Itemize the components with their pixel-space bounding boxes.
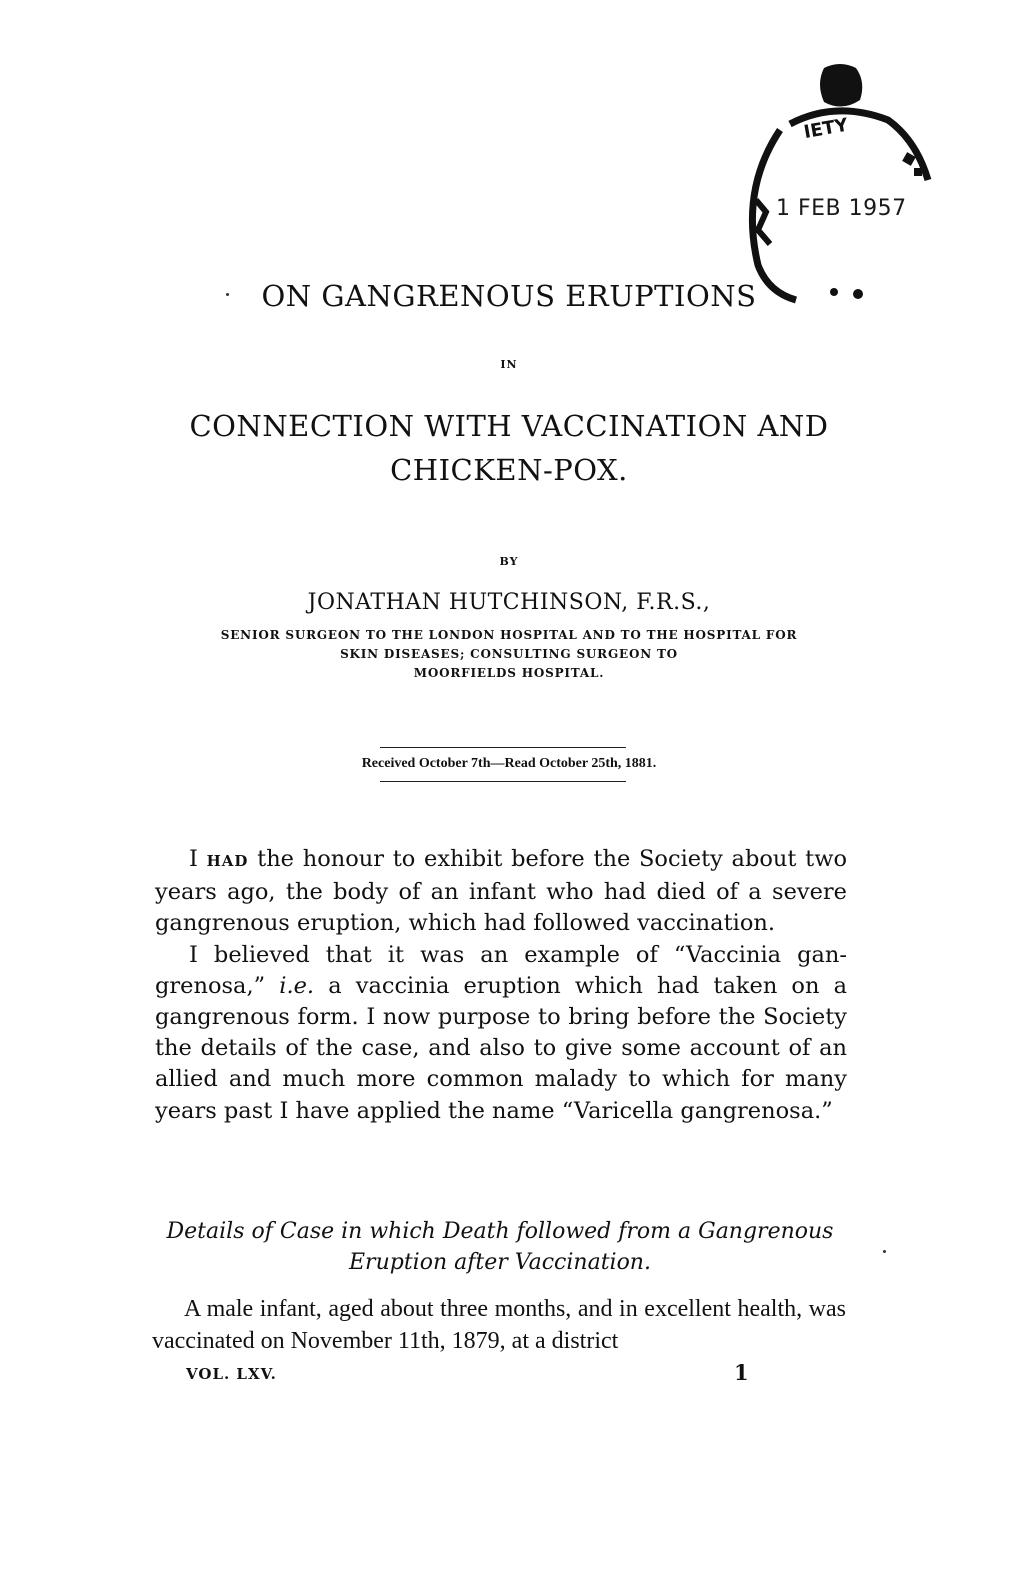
stamp-date: 1 FEB 1957 [776,196,907,221]
body-text [155,844,847,1127]
affiliation-line-1: SENIOR SURGEON TO THE LONDON HOSPITAL AND TO THE HOSPITAL FOR [220,628,798,642]
rule-top [380,747,626,748]
ie-abbrev: i.e. [279,972,315,999]
section-subheading [150,1216,850,1278]
paragraph-2-text-b: a vaccinia eruption which had taken on a gangrenous form. I now purpose to bring before the Society the details of the case, and also to give some account of an allied and much more common malady to which for many years past I have applied the name “Varicella gangrenosa.” [155,972,847,1124]
author-affiliation [160,626,858,683]
affiliation-line-3: MOORFIELDS HOSPITAL. [413,666,605,680]
paragraph-1-text: the honour to exhibit before the Society about two years ago, the body of an infant who had died of a severe gangrenous eruption, which had followed vaccination. [155,846,847,937]
title-in: IN [500,358,518,371]
title-line-1: ON GANGRENOUS ERUPTIONS [261,279,757,313]
title-lines-2-3 [120,404,898,492]
page-number: 1 [734,1360,749,1385]
rule-bottom [380,781,626,782]
subheading-line-2: Eruption after Vaccination. [349,1250,651,1275]
stamp-text-fragment: IETY [802,114,850,144]
received-date-line: Received October 7th—Read October 25th, 1881. [361,756,657,771]
paragraph-2 [155,940,847,1127]
paragraph-3: A male infant, aged about three months, and in excellent health, was vaccinated on November 11th, 1879, at a district [152,1296,846,1354]
affiliation-line-2: SKIN DISEASES; CONSULTING SURGEON TO [340,647,678,661]
lead-word: I [189,846,198,872]
author-name: JONATHAN HUTCHINSON, F.R.S., [307,590,711,615]
body-text-2 [152,1293,846,1357]
footer-volume: VOL. LXV. [186,1365,277,1383]
paragraph-1 [155,844,847,940]
by-label: BY [499,555,519,568]
title-line-3: CHICKEN-POX. [390,453,628,487]
ink-speck [883,1250,886,1253]
library-stamp [718,60,948,310]
paragraph-2-text-a: I believed that it was an example of “Vaccinia gangrenosa,” [155,941,847,999]
subheading-line-1: Details of Case in which Death followed from a Gangrenous [166,1219,834,1244]
title-line-2: CONNECTION WITH VACCINATION AND [189,409,829,443]
lead-smallcaps: HAD [206,852,249,870]
